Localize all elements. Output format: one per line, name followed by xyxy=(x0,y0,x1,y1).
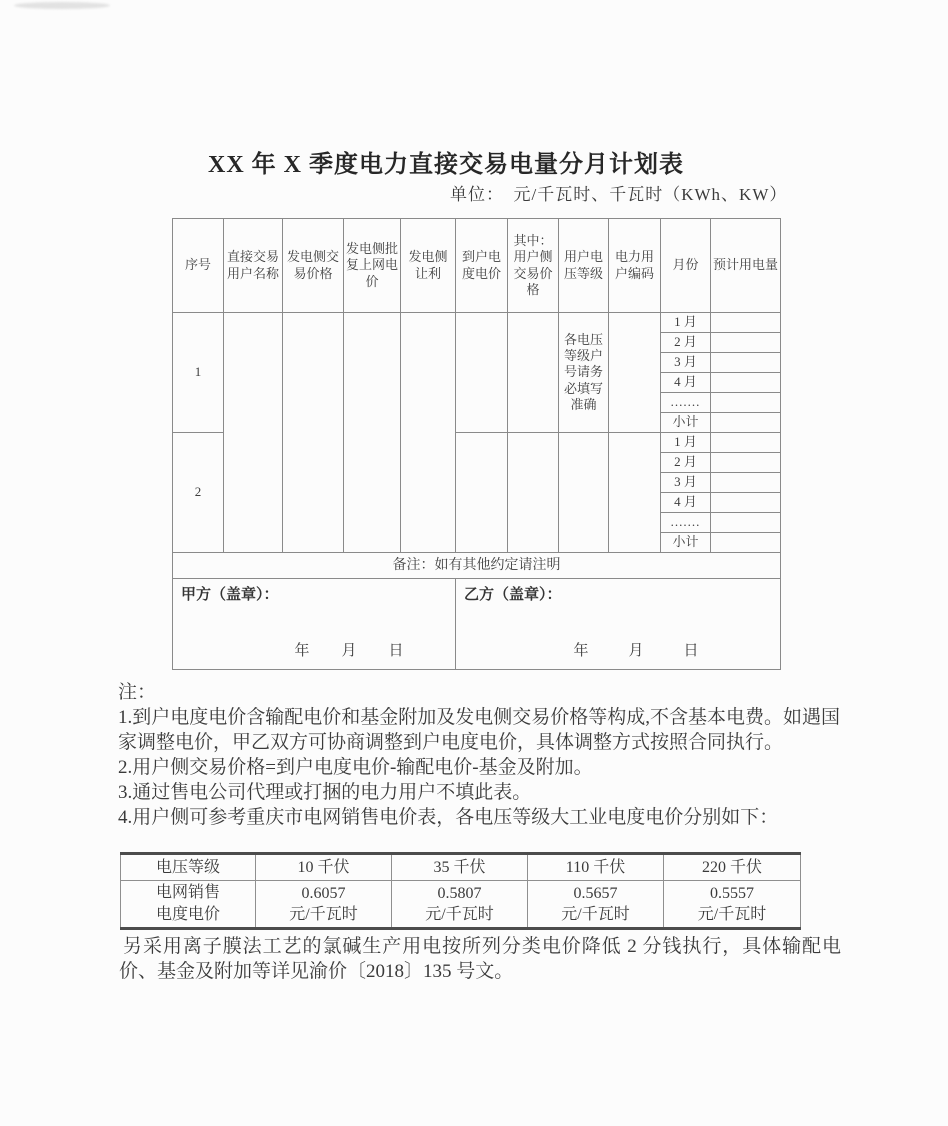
remark-cell: 备注：如有其他约定请注明 xyxy=(173,553,781,579)
page-title: XX 年 X 季度电力直接交易电量分月计划表 xyxy=(208,152,684,178)
price-unit: 元/千瓦时 xyxy=(697,906,767,923)
usage-cell xyxy=(711,313,781,333)
usage-cell xyxy=(711,513,781,533)
usage-cell xyxy=(711,393,781,413)
month-cell: ....... xyxy=(661,393,711,413)
price-value: 0.6057 xyxy=(301,885,346,902)
voltage-level-header: 电压等级 xyxy=(121,854,256,881)
col-10kv: 10 千伏 xyxy=(256,854,392,881)
month-cell: 小计 xyxy=(661,413,711,433)
to-house-price-cell xyxy=(456,313,508,433)
voltage-level-cell xyxy=(559,433,609,553)
footer-note: 另采用离子膜法工艺的氯碱生产用电按所列分类电价降低 2 分钱执行，具体输配电价、基金及附加等详见渝价〔2018〕135 号文。 xyxy=(119,936,841,982)
col-220kv: 220 千伏 xyxy=(664,854,801,881)
date-day-label: 日 xyxy=(683,642,699,659)
month-cell: ....... xyxy=(661,513,711,533)
price-value: 0.5807 xyxy=(437,885,482,902)
usage-cell xyxy=(711,333,781,353)
month-cell: 2 月 xyxy=(661,333,711,353)
date-day-label: 日 xyxy=(388,642,404,659)
price-header-row xyxy=(121,854,801,881)
gen-approved-price-cell xyxy=(344,313,401,553)
monthly-plan-table xyxy=(172,218,781,670)
month-cell: 2 月 xyxy=(661,453,711,473)
party-a-cell xyxy=(173,579,456,670)
header-user-code: 电力用户编码 xyxy=(609,219,661,313)
scan-smudge xyxy=(14,2,110,9)
header-to-house-price: 到户电度电价 xyxy=(456,219,508,313)
usage-cell xyxy=(711,493,781,513)
note-item-4: 4.用户侧可参考重庆市电网销售电价表，各电压等级大工业电度电价分别如下： xyxy=(118,807,779,828)
serial-cell: 2 xyxy=(173,433,224,553)
month-cell: 3 月 xyxy=(661,473,711,493)
party-b-cell xyxy=(456,579,781,670)
header-gen-approved-price: 发电侧批复上网电价 xyxy=(344,219,401,313)
to-house-price-cell xyxy=(456,433,508,553)
header-user-side-price: 其中：用户侧交易价格 xyxy=(508,219,559,313)
header-user-name: 直接交易用户名称 xyxy=(224,219,283,313)
month-cell: 4 月 xyxy=(661,493,711,513)
date-year-label: 年 xyxy=(294,642,310,659)
header-serial: 序号 xyxy=(173,219,224,313)
month-cell: 1 月 xyxy=(661,313,711,333)
month-cell: 4 月 xyxy=(661,373,711,393)
grid-sale-price-table xyxy=(120,852,801,930)
date-month-label: 月 xyxy=(341,642,357,659)
price-10kv xyxy=(256,881,392,929)
usage-cell xyxy=(711,413,781,433)
price-value-row xyxy=(121,881,801,929)
price-value: 0.5557 xyxy=(710,885,754,902)
date-month-label: 月 xyxy=(628,642,644,659)
voltage-note: 各电压等级户号请务必填写准确 xyxy=(559,313,609,433)
price-35kv xyxy=(392,881,528,929)
price-220kv xyxy=(664,881,801,929)
table-row xyxy=(173,313,781,333)
party-b-date xyxy=(464,642,772,661)
party-a-date xyxy=(181,642,447,661)
header-gen-trade-price: 发电侧交易价格 xyxy=(283,219,344,313)
col-35kv: 35 千伏 xyxy=(392,854,528,881)
date-year-label: 年 xyxy=(573,642,589,659)
month-cell: 1 月 xyxy=(661,433,711,453)
month-cell: 3 月 xyxy=(661,353,711,373)
price-value: 0.5657 xyxy=(573,885,618,902)
user-code-cell xyxy=(609,313,661,433)
price-unit: 元/千瓦时 xyxy=(289,906,358,923)
header-row xyxy=(173,219,781,313)
unit-note: 单位： 元/千瓦时、千瓦时（KWh、KW） xyxy=(450,185,788,204)
usage-cell xyxy=(711,433,781,453)
party-a-label: 甲方（盖章）： xyxy=(181,586,279,603)
gen-trade-price-cell xyxy=(283,313,344,553)
usage-cell xyxy=(711,473,781,493)
header-gen-concession: 发电侧让利 xyxy=(401,219,456,313)
col-110kv: 110 千伏 xyxy=(528,854,664,881)
serial-cell: 1 xyxy=(173,313,224,433)
usage-cell xyxy=(711,353,781,373)
party-b-label: 乙方（盖章）： xyxy=(464,586,562,603)
header-voltage-level: 用户电压等级 xyxy=(559,219,609,313)
gen-concession-cell xyxy=(401,313,456,553)
note-item-3: 3.通过售电公司代理或打捆的电力用户不填此表。 xyxy=(118,782,532,803)
note-item-2: 2.用户侧交易价格=到户电度电价-输配电价-基金及附加。 xyxy=(118,757,593,778)
header-forecast-usage: 预计用电量 xyxy=(711,219,781,313)
header-month: 月份 xyxy=(661,219,711,313)
notes-label: 注： xyxy=(118,682,157,703)
month-cell: 小计 xyxy=(661,533,711,553)
signature-row xyxy=(173,579,781,670)
user-name-cell xyxy=(224,313,283,553)
note-item-1: 1.到户电度电价含输配电价和基金附加及发电侧交易价格等构成,不含基本电费。如遇国家调整电价，甲乙双方可协商调整到户电度电价，具体调整方式按照合同执行。 xyxy=(118,707,841,753)
user-code-cell xyxy=(609,433,661,553)
user-side-price-cell xyxy=(508,433,559,553)
price-unit: 元/千瓦时 xyxy=(561,906,630,923)
remark-row xyxy=(173,553,781,579)
notes-section xyxy=(118,680,840,830)
price-row-label: 电网销售电度电价 xyxy=(121,881,256,929)
price-unit: 元/千瓦时 xyxy=(425,906,494,923)
usage-cell xyxy=(711,373,781,393)
usage-cell xyxy=(711,533,781,553)
usage-cell xyxy=(711,453,781,473)
user-side-price-cell xyxy=(508,313,559,433)
price-110kv xyxy=(528,881,664,929)
